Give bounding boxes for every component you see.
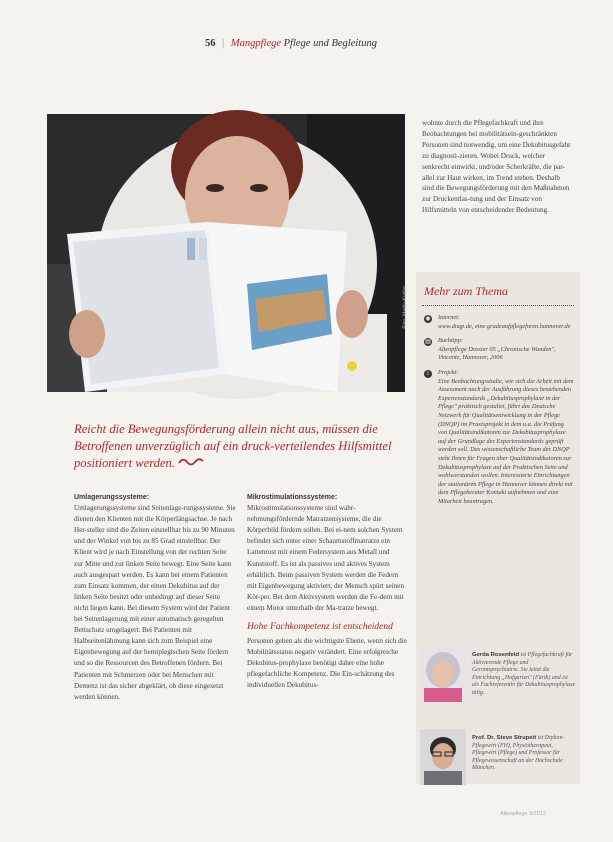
header-title: Pflege und Begleitung	[283, 38, 377, 49]
squiggle-ornament-icon	[178, 457, 204, 467]
author-bio	[472, 652, 576, 698]
column-2	[247, 492, 409, 692]
info-box-heading: Mehr zum Thema	[424, 284, 508, 298]
info-item-project	[424, 369, 574, 507]
info-item-label: Buchtipp:	[438, 337, 463, 345]
pull-quote-text: Reicht die Bewegungsförderung allein nicht aus, müssen die Betroffenen unverzüglich auf ein druck-verteilendes Hilfsmittel positioniert werden.	[74, 422, 392, 470]
header-category: Mangpflege	[230, 38, 282, 49]
author-photo-strupeit	[420, 729, 466, 785]
subheading: Hohe Fachkompetenz ist entscheidend	[247, 622, 393, 633]
author-name: Gerda Rosenfeld	[472, 652, 520, 658]
section-heading: Mikrostimulationssysteme:	[247, 494, 338, 501]
right-column-text	[422, 118, 572, 216]
info-item-text: Eine Beobachtungsstudie, wie sich die Arbeit mit dem Assessment nach der Ausführung dieses bestehenden Expertenstandards „Dekubitusprophylaxe in der Pflege" praktisch gestaltet, führt das Deutsche Netzwerk für Qualitätsentwicklung in der Pflege (DNQP) im Praxisprojekt in dem u.a. die Prüfung von Qualitätsindikatoren zur Dekubitusprophylaxe auf der Grundlage des Expertenstandards geprüft werden soll. Das wissenschaftliche Team des DNQP steht Ihnen für Fragen über Qualitätsindikatoren zur Dekubitusprophylaxe auf der Praktischen Seite und wohlwerstanden wollen. Interessierte Einrichtungen der stationären Pflege in Hannover können direkt mit dem Pflegeberater Kontakt aufnehmen und eine Mitarbeit beantragen.	[438, 377, 574, 505]
author-description: ist Pflegefachkraft für Aktivierende Pflege und Gerontopsychiatrie. Sie leitet die Einrichtung „Hofgarten" (Fürth) und ist als Fachreferentin für Dekubitusprophylaxe tätig.	[472, 652, 576, 696]
column-1	[74, 492, 236, 703]
page-number: 56	[205, 38, 216, 49]
pull-quote	[74, 421, 412, 472]
paragraph: Mikrostimulationssysteme sind wahr-nehmungsfördernde Matratzensysteme, die die Körperbild fördern sollen. Bei ei-nem solchen System befindet sich unter einer Schaumstoffmatratze ein Lattenrost mit einem Federsystem aus Metall und Kunststoff. Es ist als passives und aktives System erhältlich. Beim passiven System werden die Federn mit Eigenbewegung aktiviert, der Mensch spürt seinen Kör-per. Bei dem Aktivsystem werden die Fe-dern mit einem Motor unterhalb der Ma-tratze bewegt.	[247, 504, 405, 612]
info-item-internet	[424, 314, 574, 331]
running-header	[205, 38, 377, 49]
info-item-text: www.dnqp.de, eine gradeaufpflegeforen.hannover.de	[438, 322, 571, 330]
author-description: ist Diplom-Pflegewirt (FH), Physiotherapeut, Pflegewirt (Pflege) und Professor für Pflegewissenschaft an der Hochschule München.	[472, 735, 565, 772]
info-box	[416, 272, 580, 784]
paragraph: Personen gehen als die wichtigste Ebene, wenn sich die Mobilitätsstatus negativ verändert. Eine erfolgreiche Dekubitus-prophylaxe benötigt daher eine hohe pflegefachliche Kompetenz. Die Ein-schätzung des individuellen Dekubitus-	[247, 637, 407, 690]
header-separator: |	[222, 38, 225, 49]
info-item-label: Projekt:	[438, 368, 459, 376]
divider	[422, 305, 574, 306]
nurse-reading-illustration	[47, 114, 405, 392]
globe-icon: ◉	[425, 316, 431, 322]
author-bio	[472, 735, 576, 773]
book-icon: ▤	[425, 339, 431, 346]
author-name: Prof. Dr. Steve Strupeit	[472, 735, 537, 741]
section-heading: Umlagerungssysteme:	[74, 494, 150, 501]
paragraph: wohnte durch die Pflegefachkraft und ihre Beobachtungen bei mobilitätsein-geschränkten Personen sind notwendig, um eine Dekubitusgefahr zu diagnosti-zieren. Wobei Druck, welcher senkrecht einwirkt, und/oder Scherkräfte, die par-allel zur Haut wirken, im Trend stehen. Deshalb sind die Bewegungsförderung mit den Maßnahmen zur Druckentlas-tung und der Einsatz von Hilfsmitteln von entscheidender Bedeutung.	[422, 119, 571, 215]
photo-credit: Foto: Martin Kuhlas	[402, 285, 409, 329]
paragraph: Umlagerungssysteme sind Seitenlage-rungssysteme. Sie dienen den Klienten mit die Körperlängsachse. Je nach Her-steller sind die Zeiten einstellbar bis zu 90 Minuten und der Winkel von bis zu 85 Grad einstellbar. Der Klient wird je nach Einstellung von der rechten Seite zur Mitte und zur linken Seite bewegt. Eine Seite kann auch ausgespart werden. Es kann bei einem Patienten zum Einsatz kommen, der einen Dekubitus auf der linken Seite besitzt oder unbedingt auf dieser Seite nicht liegen kann. Bei diesem System wird der Patient bei Seitenlagerung mit einer automatisch geregelten Bettschutz umgelagert. Bei Patienten mit Halbseitenlähmung kann sich zum Beispiel eine Eigenbewegung auf der hemiplegischen Seite fördern und so die Ressourcen des Betroffenen fördern. Bei Patienten mit Schmerzen oder bei Menschen mit Demenz ist das sicher abgeklärt, ob diese eingesetzt werden können.	[74, 504, 236, 701]
info-icon: i	[424, 370, 432, 378]
info-item-label: Internet:	[438, 314, 461, 321]
info-item-book	[424, 337, 574, 363]
info-item-text: Altenpflege Dossier 05 „Chronische Wunden", Vincentz, Hannover, 2006	[438, 345, 556, 362]
article-photo	[47, 114, 409, 392]
footer: Altenpflege 9/2012	[500, 811, 546, 817]
author-photo-rosenfeld	[420, 646, 466, 702]
